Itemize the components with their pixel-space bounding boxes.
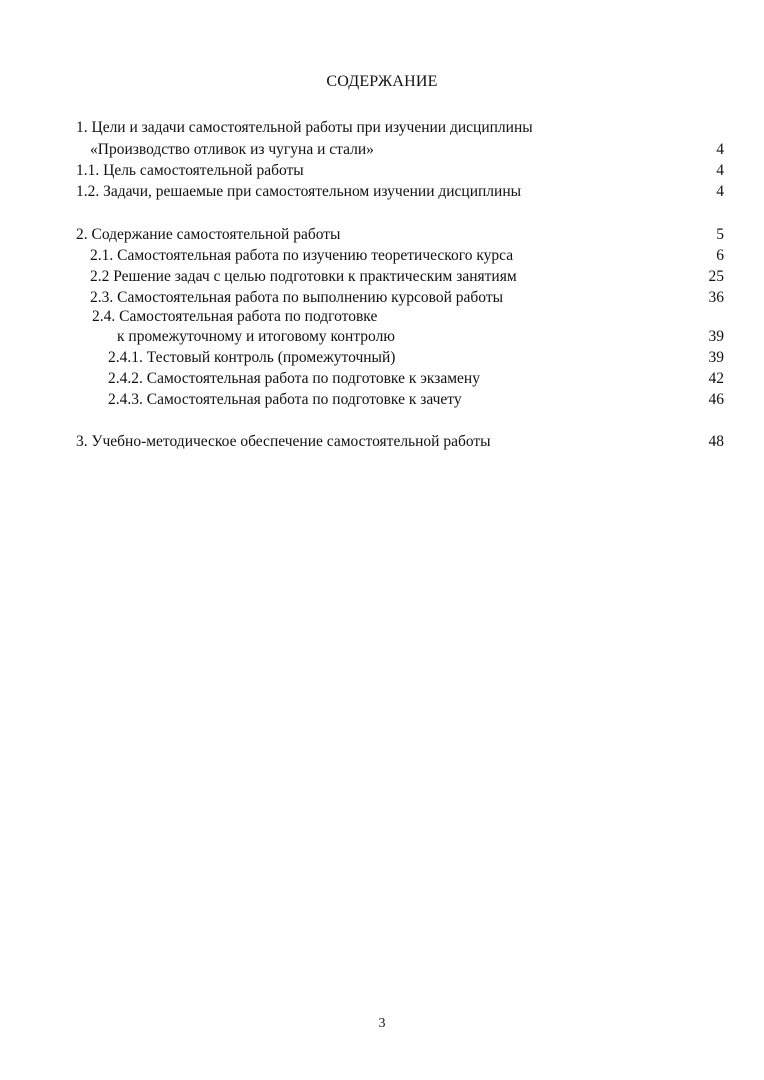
toc-entry-page: 39 bbox=[708, 349, 724, 366]
toc-entry-text: 1. Цели и задачи самостоятельной работы при изучении дисциплины bbox=[76, 119, 533, 136]
page-title: СОДЕРЖАНИЕ bbox=[326, 73, 438, 90]
toc-entry-1-1 bbox=[0, 161, 764, 181]
toc-entry-2-4-1 bbox=[0, 348, 764, 368]
toc-entry-page: 39 bbox=[708, 328, 724, 345]
toc-entry-text: 2.4.1. Тестовый контроль (промежуточный) bbox=[108, 349, 396, 366]
toc-entry-2-1 bbox=[0, 246, 764, 266]
toc-entry-3 bbox=[0, 432, 764, 452]
page-number: 3 bbox=[378, 1016, 386, 1031]
toc-entry-2 bbox=[0, 225, 764, 245]
toc-entry-page: 42 bbox=[708, 370, 724, 387]
toc-entry-page: 6 bbox=[716, 247, 724, 264]
toc-entry-text: 2.1. Самостоятельная работа по изучению теоретического курса bbox=[90, 247, 514, 264]
toc-entry-page: 36 bbox=[708, 289, 724, 306]
toc-entry-2-3 bbox=[0, 288, 764, 308]
toc-entry-text: 3. Учебно-методическое обеспечение самостоятельной работы bbox=[76, 433, 491, 450]
toc-entry-text: 2. Содержание самостоятельной работы bbox=[76, 226, 341, 243]
toc-entry-page: 5 bbox=[716, 226, 724, 243]
toc-entry-page: 4 bbox=[716, 141, 724, 158]
toc-entry-1 bbox=[0, 118, 764, 138]
toc-entry-page: 46 bbox=[708, 391, 724, 408]
toc-entry-text: 2.4.3. Самостоятельная работа по подготовке к зачету bbox=[108, 391, 462, 408]
toc-entry-text: «Производство отливок из чугуна и стали» bbox=[90, 141, 374, 158]
toc-entry-2-2 bbox=[0, 267, 764, 287]
toc-entry-2-4 bbox=[0, 307, 764, 327]
toc-entry-page: 4 bbox=[716, 162, 724, 179]
toc-entry-1-cont bbox=[0, 140, 764, 160]
toc-entry-text: 2.2 Решение задач с целью подготовки к практическим занятиям bbox=[90, 268, 517, 285]
toc-entry-text: 1.2. Задачи, решаемые при самостоятельном изучении дисциплины bbox=[76, 183, 522, 200]
toc-entry-text: 2.3. Самостоятельная работа по выполнению курсовой работы bbox=[90, 289, 504, 306]
toc-entry-text: 1.1. Цель самостоятельной работы bbox=[76, 162, 304, 179]
toc-entry-2-4-2 bbox=[0, 369, 764, 389]
toc-entry-1-2 bbox=[0, 182, 764, 202]
toc-entry-page: 4 bbox=[716, 183, 724, 200]
toc-entry-2-4-3 bbox=[0, 390, 764, 410]
toc-entry-text: к промежуточному и итоговому контролю bbox=[117, 328, 395, 345]
toc-entry-text: 2.4. Самостоятельная работа по подготовке bbox=[92, 308, 378, 325]
toc-entry-page: 48 bbox=[708, 433, 724, 450]
toc-entry-2-4-cont bbox=[0, 327, 764, 347]
toc-entry-text: 2.4.2. Самостоятельная работа по подготовке к экзамену bbox=[108, 370, 480, 387]
toc-entry-page: 25 bbox=[708, 268, 724, 285]
